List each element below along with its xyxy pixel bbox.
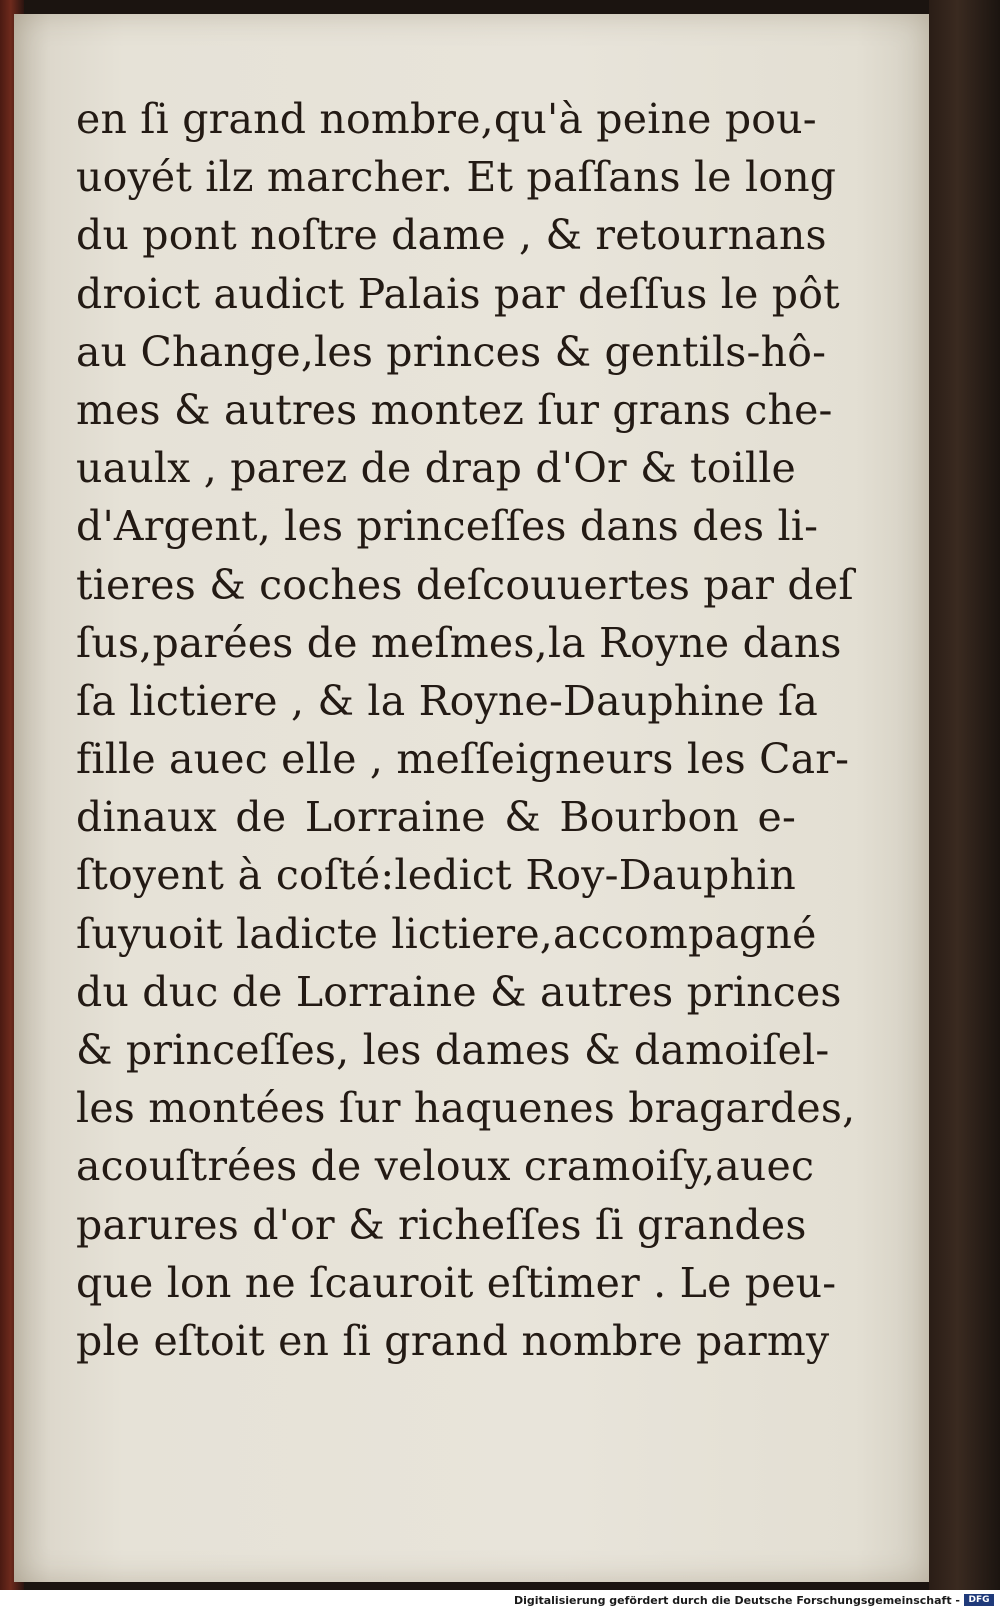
text-line: au Change,les princes & gentils-hô- — [76, 327, 827, 376]
digitization-credit: Digitalisierung gefördert durch die Deutsche Forschungsgemeinschaft - — [513, 1594, 960, 1607]
text-line: ſa lictiere , & la Royne-Dauphine ſa — [76, 676, 819, 725]
text-line: dinaux de Lorraine & Bourbon e- — [76, 793, 796, 842]
text-line: en ſi grand nombre,qu'à peine pou- — [76, 95, 817, 143]
text-line: les montées ſur haquenes bragardes, — [76, 1084, 856, 1133]
dfg-logo: DFG — [964, 1594, 994, 1606]
text-line: droict audict Palais par deſſus le pôt — [76, 269, 840, 318]
page-fore-edge — [929, 0, 1000, 1590]
text-line: ſtoyent à coſté:ledict Roy-Dauphin — [76, 851, 796, 900]
text-line: du pont noſtre dame , & retournans — [76, 211, 827, 260]
text-line: ſus,parées de meſmes,la Royne dans — [76, 618, 842, 667]
text-line: & princeſſes, les dames & damoiſel- — [76, 1026, 830, 1074]
text-line: uoyét ilz marcher. Et paſſans le long — [76, 153, 837, 202]
text-line: mes & autres montez ſur grans che- — [76, 385, 833, 434]
text-line: parures d'or & richeſſes ſi grandes — [76, 1200, 807, 1249]
text-line: acouſtrées de veloux cramoiſy,auec — [76, 1142, 815, 1191]
text-line: tieres & coches deſcouuertes par deſ — [76, 560, 854, 609]
page-text-block — [76, 90, 856, 1370]
text-line: du duc de Lorraine & autres princes — [76, 967, 842, 1016]
text-line: ple eſtoit en ſi grand nombre parmy — [76, 1316, 830, 1365]
text-line: ſuyuoit ladicte lictiere,accompagné — [76, 909, 817, 958]
text-line: fille auec elle , meſſeigneurs les Car- — [76, 735, 850, 784]
text-line: d'Argent, les princeſſes dans des li- — [76, 502, 819, 551]
text-line: que lon ne ſcauroit eſtimer . Le peu- — [76, 1258, 837, 1307]
text-line: uaulx , parez de drap d'Or & toille — [76, 444, 796, 493]
